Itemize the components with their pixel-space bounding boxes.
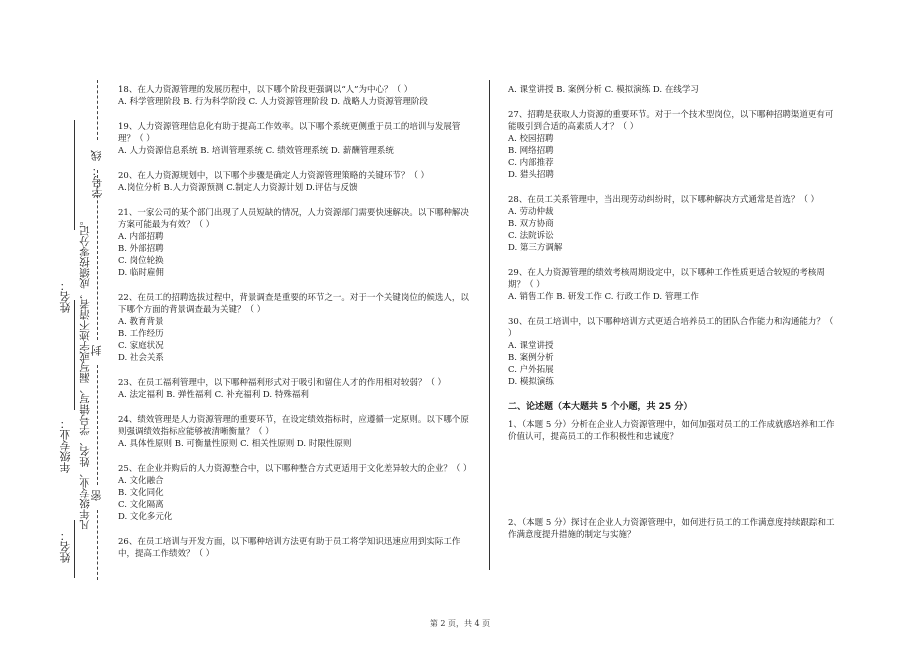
option-d: D. 社会关系 xyxy=(118,353,164,363)
option-d: D. 模拟演练 xyxy=(508,377,554,387)
question-stem: 20、在人力资源规划中，以下哪个步骤是确定人力资源管理策略的关键环节？（ ） xyxy=(118,171,430,181)
question-stem: 30、在员工培训中，以下哪种培训方式更适合培养员工的团队合作能力和沟通能力？（ ） xyxy=(508,317,834,339)
question-29 xyxy=(508,267,838,303)
seal-line-mid xyxy=(97,170,98,340)
question-21 xyxy=(118,207,476,279)
name-label-2: 姓名： xyxy=(59,280,72,313)
question-26 xyxy=(118,536,476,560)
right-column xyxy=(508,84,838,553)
option-a: A. 课堂讲授 xyxy=(508,341,554,351)
question-stem: 19、人力资源管理信息化有助于提高工作效率。以下哪个系统更侧重于员工的培训与发展管理？（ ） xyxy=(118,122,461,144)
column-divider xyxy=(489,80,490,570)
question-stem: 28、在员工关系管理中，当出现劳动纠纷时，以下哪种解决方式通常是首选？（ ） xyxy=(508,195,820,205)
seal-mark: 线 xyxy=(90,150,103,161)
seal-line-low xyxy=(97,365,98,485)
option-d: D. 猎头招聘 xyxy=(508,170,554,180)
option-b: B. 文化同化 xyxy=(118,488,164,498)
essay-question-1 xyxy=(508,419,838,505)
option-b: B. 双方协商 xyxy=(508,219,554,229)
option-b: B. 工作经历 xyxy=(118,329,164,339)
name-label: 姓名： xyxy=(59,530,72,563)
option-a: A. 内部招聘 xyxy=(118,232,164,242)
left-column xyxy=(118,84,476,573)
option-d: D. 临时雇佣 xyxy=(118,268,164,278)
question-28 xyxy=(508,194,838,254)
binding-notice: 凡年级专业、姓名、学号错写、漏写或字迹不清者，成绩按零分记。 xyxy=(79,215,91,530)
question-22 xyxy=(118,292,476,364)
option-a: A. 教育背景 xyxy=(118,317,164,327)
question-options: A. 课堂讲授 B. 案例分析 C. 模拟演练 D. 在线学习 xyxy=(508,85,699,95)
question-options: A. 科学管理阶段 B. 行为科学阶段 C. 人力资源管理阶段 D. 战略人力资源管理阶段 xyxy=(118,97,428,107)
question-stem: 21、一家公司的某个部门出现了人员短缺的情况，人力资源部门需要快速解决。以下哪种解决方案可能最为有效？（ ） xyxy=(118,208,469,230)
option-a: A. 文化融合 xyxy=(118,476,164,486)
question-options: A. 销售工作 B. 研发工作 C. 行政工作 D. 管理工作 xyxy=(508,292,699,302)
option-a: A. 校园招聘 xyxy=(508,134,554,144)
question-stem: 22、在员工的招聘选拔过程中，背景调查是重要的环节之一。对于一个关键岗位的候选人，以下哪个方面的背景调查最为关键？（ ） xyxy=(118,293,469,315)
question-options: A. 法定福利 B. 弹性福利 C. 补充福利 D. 特殊福利 xyxy=(118,390,309,400)
grade-label: 年级专业： xyxy=(59,418,72,473)
id-underline xyxy=(74,120,75,230)
question-30 xyxy=(508,316,838,388)
question-stem: 26、在员工培训与开发方面，以下哪种培训方法更有助于员工将学知识迅速应用到实际工作中，提高工作绩效？（ ） xyxy=(118,537,461,559)
seal-mark-2: 封 xyxy=(90,345,103,356)
essay-question-2 xyxy=(508,517,838,541)
option-b: B. 案例分析 xyxy=(508,353,554,363)
seal-mark-3: 密 xyxy=(90,490,103,501)
question-24 xyxy=(118,414,476,450)
binding-margin xyxy=(0,0,108,651)
option-c: C. 岗位轮换 xyxy=(118,256,164,266)
grade-underline xyxy=(74,300,75,410)
question-20 xyxy=(118,170,476,194)
option-c: C. 户外拓展 xyxy=(508,365,554,375)
essay-stem: 1、（本题 5 分）分析在企业人力资源管理中，如何加强对员工的工作成就感培养和工作价值认可，提高员工的工作积极性和忠诚度？ xyxy=(508,420,835,442)
question-stem: 23、在员工福利管理中，以下哪种福利形式对于吸引和留住人才的作用相对较弱？（ ） xyxy=(118,378,447,388)
question-25 xyxy=(118,463,476,523)
option-c: C. 法院诉讼 xyxy=(508,231,554,241)
seal-line-top xyxy=(97,80,98,140)
seal-line-bottom xyxy=(97,510,98,580)
question-26-options xyxy=(508,84,838,96)
essay-section-title: 二、论述题（本大题共 5 个小题，共 25 分） xyxy=(508,402,693,412)
name-underline xyxy=(74,520,75,578)
essay-stem: 2、（本题 5 分）探讨在企业人力资源管理中，如何进行员工的工作满意度持续跟踪和工作满意度提升措施的制定与实施？ xyxy=(508,518,835,540)
option-c: C. 家庭状况 xyxy=(118,341,164,351)
page-footer: 第 2 页，共 4 页 xyxy=(429,619,491,628)
option-c: C. 文化隔离 xyxy=(118,500,164,510)
question-27 xyxy=(508,109,838,181)
question-options: A. 人力资源信息系统 B. 培训管理系统 C. 绩效管理系统 D. 薪酬管理系统 xyxy=(118,146,394,156)
question-options: A. 具体性原则 B. 可衡量性原则 C. 相关性原则 D. 时限性原则 xyxy=(118,439,352,449)
question-stem: 27、招聘是获取人力资源的重要环节。对于一个技术型岗位，以下哪种招聘渠道更有可能吸引到合适的高素质人才？（ ） xyxy=(508,110,834,132)
option-b: B. 网络招聘 xyxy=(508,146,554,156)
question-stem: 24、绩效管理是人力资源管理的重要环节，在设定绩效指标时，应遵循一定原则。以下哪个原则强调绩效指标应能够被清晰衡量？（ ） xyxy=(118,415,469,437)
option-a: A. 劳动仲裁 xyxy=(508,207,554,217)
question-stem: 18、在人力资源管理的发展历程中，以下哪个阶段更强调以“人”为中心？（ ） xyxy=(118,85,413,95)
question-stem: 25、在企业并购后的人力资源整合中，以下哪种整合方式更适用于文化差异较大的企业？（ ） xyxy=(118,464,472,474)
question-19 xyxy=(118,121,476,157)
question-options: A.岗位分析 B.人力资源预测 C.制定人力资源计划 D.评估与反馈 xyxy=(118,183,358,193)
option-c: C. 内部推荐 xyxy=(508,158,554,168)
answer-space xyxy=(508,443,838,505)
option-d: D. 第三方调解 xyxy=(508,243,563,253)
option-d: D. 文化多元化 xyxy=(118,512,173,522)
question-18 xyxy=(118,84,476,108)
question-23 xyxy=(118,377,476,401)
student-id-label: 学号： xyxy=(91,165,104,198)
option-b: B. 外部招聘 xyxy=(118,244,164,254)
question-stem: 29、在人力资源管理的绩效考核周期设定中，以下哪种工作性质更适合较短的考核周期？（ ） xyxy=(508,268,825,290)
